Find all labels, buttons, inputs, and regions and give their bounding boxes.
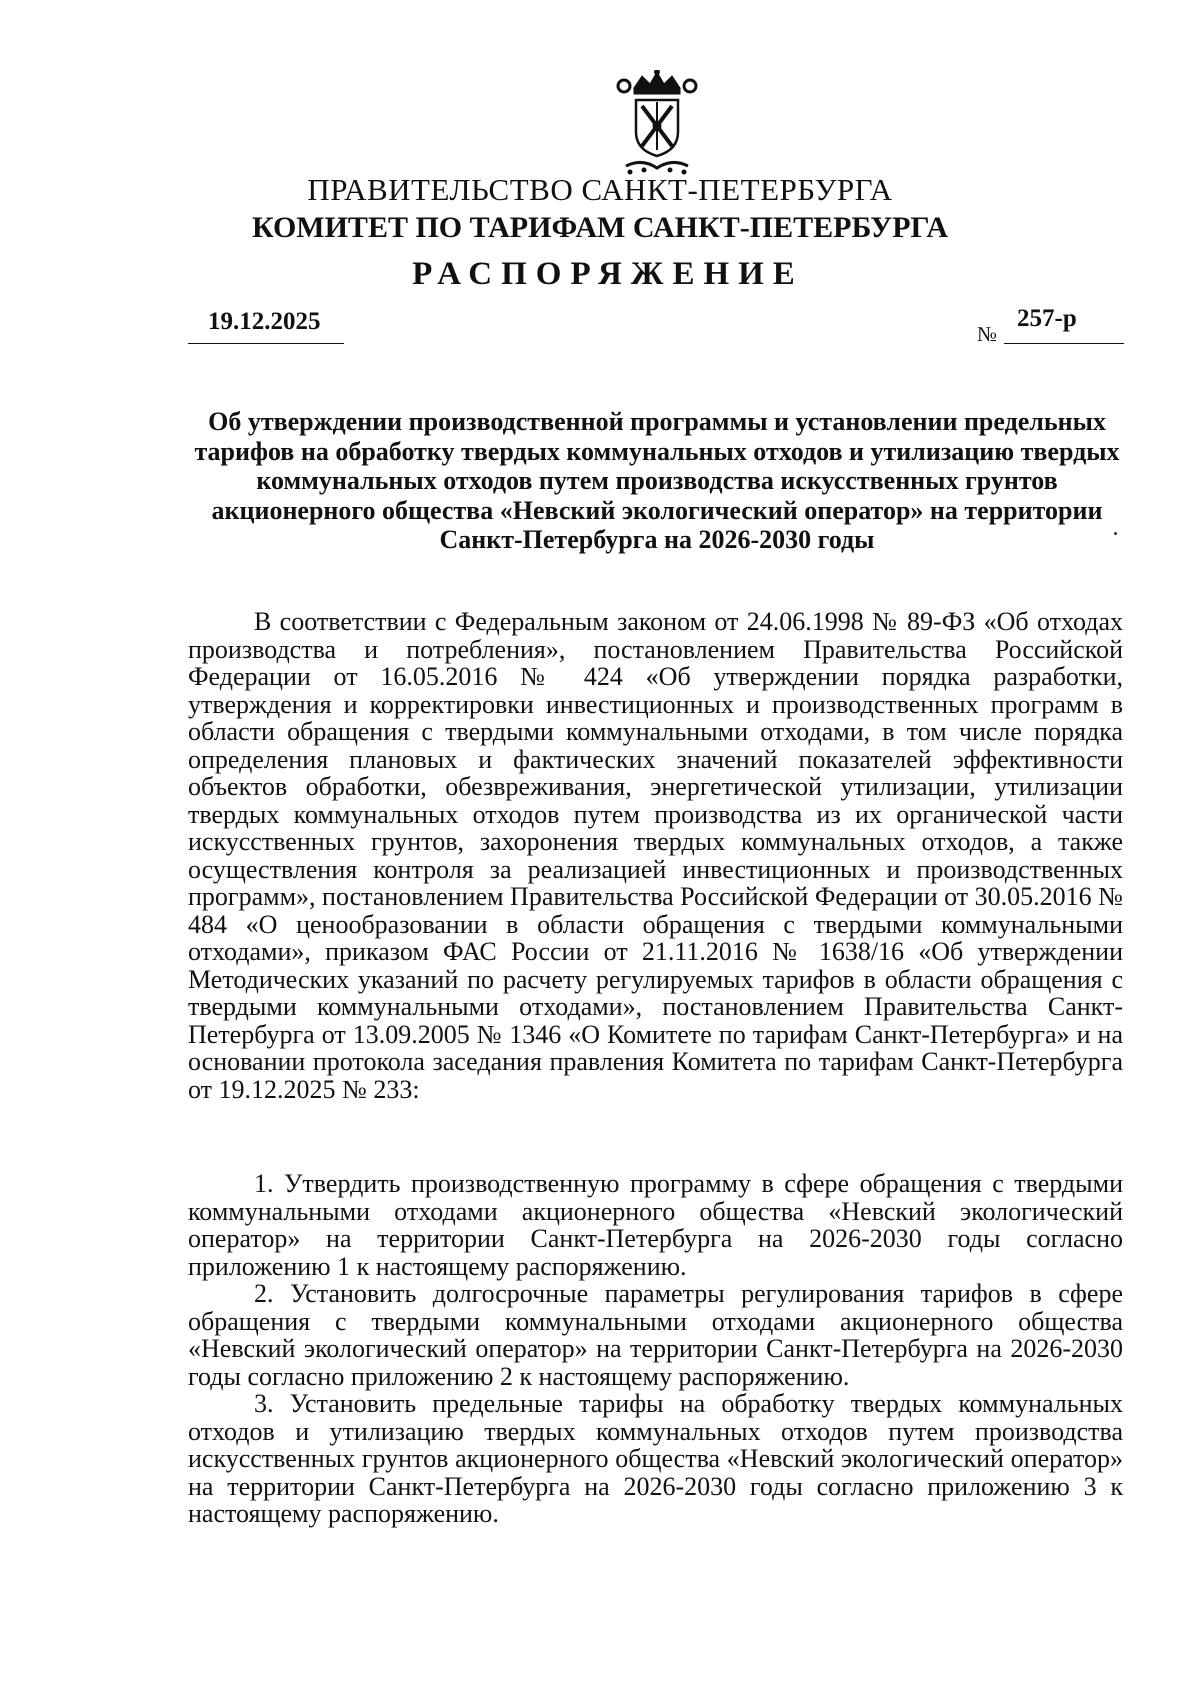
date-underline [188,343,344,344]
scan-speck [1114,532,1117,535]
number-sign: № [977,322,998,346]
decision-item-3: 3. Установить предельные тарифы на обработку твердых коммунальных отходов и утилизацию твердых коммунальных отходов путем производства искусственных грунтов акционерного общества «Невский экологический оператор» на территории Санкт-Петербурга на 2026-2030 годы согласно приложению 3 к настоящему распоряжению. [188,1389,1123,1528]
document-title: Об утверждении производственной программы и установлении предельных тарифов на обработку твердых коммунальных отходов и утилизацию твердых коммунальных отходов путем производства искусственных грунтов акционерного общества «Невский экологический оператор» на территории Санкт-Петербурга на 2026-2030 годы [194,407,1120,554]
coat-of-arms-icon [612,70,702,180]
decision-item-1: 1. Утвердить производственную программу в сфере обращения с твердыми коммунальными отходами акционерного общества «Невский экологический оператор» на территории Санкт-Петербурга на 2026-2030 годы согласно приложению 1 к настоящему распоряжению. [188,1169,1123,1281]
preamble-section [188,608,1123,1103]
decision-item-2: 2. Установить долгосрочные параметры регулирования тарифов в сфере обращения с твердыми коммунальными отходами акционерного общества «Невский экологический оператор» на территории Санкт-Петербурга на 2026-2030 годы согласно приложению 2 к настоящему распоряжению. [188,1279,1123,1391]
number-underline [1004,343,1124,344]
document-number: 257-р [1017,305,1077,332]
document-date: 19.12.2025 [208,308,321,335]
document-type: РАСПОРЯЖЕНИЕ [412,256,804,292]
committee-heading: КОМИТЕТ ПО ТАРИФАМ САНКТ-ПЕТЕРБУРГА [251,211,949,244]
decision-items [188,1170,1123,1528]
preamble-paragraph: В соответствии с Федеральным законом от 24.06.1998 № 89-ФЗ «Об отходах производства и потребления», постановлением Правительства Российской Федерации от 16.05.2016 № 424 «Об утверждении порядка разработки, утверждения и корректировки инвестиционных и производственных программ в области обращения с твердыми коммунальными отходами, в том числе порядка определения плановых и фактических значений показателей эффективности объектов обработки, обезвреживания, энергетической утилизации, утилизации твердых коммунальных отходов путем производства из их органической части искусственных грунтов, захоронения твердых коммунальных отходов, а также осуществления контроля за реализацией инвестиционных и производственных программ», постановлением Правительства Российской Федерации от 30.05.2016 № 484 «О ценообразовании в области обращения с твердыми коммунальными отходами», приказом ФАС России от 21.11.2016 № 1638/16 «Об утверждении Методических указаний по расчету регулируемых тарифов в области обращения с твердыми коммунальными отходами», постановлением Правительства Санкт-Петербурга от 13.09.2005 № 1346 «О Комитете по тарифам Санкт-Петербурга» и на основании протокола заседания правления Комитета по тарифам Санкт-Петербурга от 19.12.2025 № 233: [188,607,1123,1104]
government-heading: ПРАВИТЕЛЬСТВО САНКТ-ПЕТЕРБУРГА [307,172,893,207]
